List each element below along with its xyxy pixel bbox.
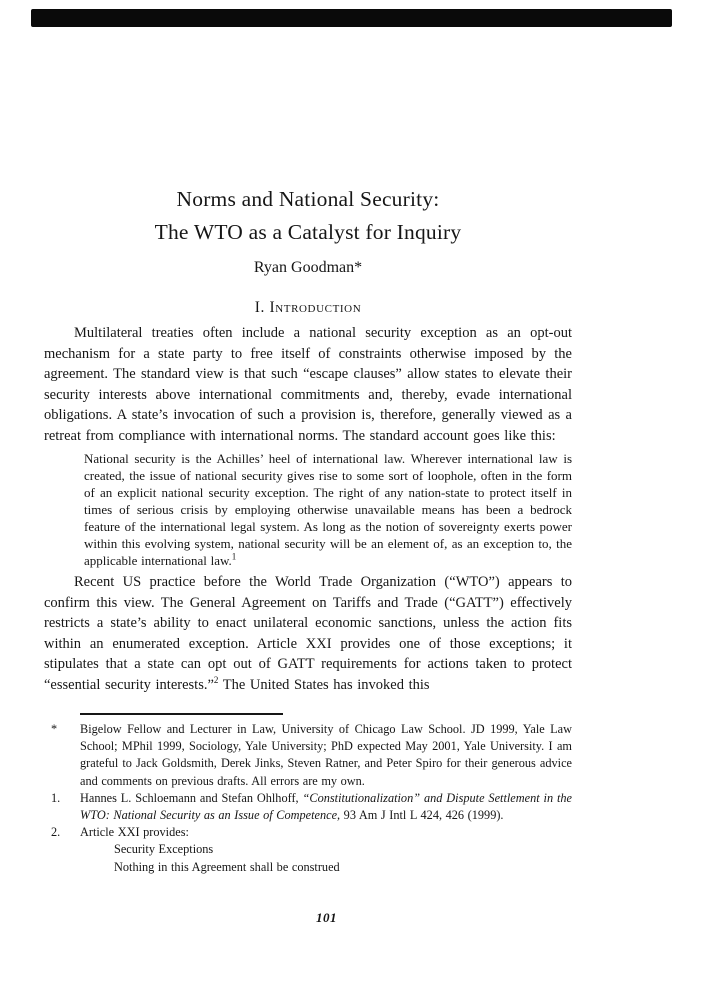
footnote-1-citation: 93 Am J Intl L 424, 426 (1999).: [340, 808, 504, 823]
second-paragraph-tail: The United States has invoked this: [218, 676, 430, 693]
section-heading: I. Introduction: [254, 299, 362, 316]
title-block: [44, 183, 572, 278]
footnotes-section: [44, 721, 572, 876]
article-body: [44, 323, 572, 695]
footnote-star: [44, 721, 572, 790]
footnote-1-case-title: “Constitutionalization” and Dispute Settlement in the WTO: National Security as an Issue of Competence,: [80, 790, 572, 823]
footnote-ref-2: 2: [213, 674, 219, 685]
second-paragraph-text: Recent US practice before the World Trade Organization (“WTO”) appears to confirm this view. The General Agreement on Tariffs and Trade (“GATT”) effectively restricts a state’s ability to enact unilateral economic sanctions, unless the action fits within an enumerated exception. Article XXI provides one of those exceptions; it stipulates that a state can opt out of GATT requirements for actions taken to protect “essential security interests.”: [44, 574, 572, 693]
article-title-line2: The WTO as a Catalyst for Inquiry: [154, 220, 462, 244]
footnote-2-marker: 2.: [51, 825, 61, 840]
scan-artifact-bar: [31, 9, 672, 27]
block-quote-text: National security is the Achilles’ heel of international law. Wherever international law is created, the issue of national security gives rise to some sort of loophole, often in the form of an explicit national security exception. The right of any nation-state to protect itself in times of serious crisis by employing otherwise unavailable means has been a bedrock feature of the international legal system. As long as the notion of sovereignty exerts power within this evolving system, national security will be an element of, as an exception to, the applicable international law.: [84, 451, 572, 568]
footnote-star-text: Bigelow Fellow and Lecturer in Law, University of Chicago Law School. JD 1999, Yale Law School; MPhil 1999, Sociology, Yale University; PhD expected May 2001, Yale University. I am grateful to Jack Goldsmith, Derek Jinks, Steven Ratner, and Peter Spiro for their generous advice and comments on previous drafts. All errors are my own.: [80, 722, 572, 788]
footnote-ref-1: 1: [231, 551, 237, 562]
footnote-1-lead: Hannes L. Schloemann and Stefan Ohlhoff,: [80, 790, 303, 805]
footnote-1-marker: 1.: [51, 790, 61, 805]
second-paragraph: [44, 572, 572, 695]
footnote-2-subline: Security Exceptions: [114, 842, 214, 857]
article-title-line1: Norms and National Security:: [176, 187, 440, 211]
footnote-2-subline: Nothing in this Agreement shall be construed: [114, 859, 340, 874]
footnote-separator-rule: [80, 713, 283, 715]
intro-paragraph: Multilateral treaties often include a national security exception as an opt-out mechanism for a state party to free itself of constraints otherwise imposed by the agreement. The standard view is that such “escape clauses” allow states to elevate their security interests above international commitments and, thereby, evade international obligations. A state’s invocation of such a provision is, therefore, generally viewed as a retreat from compliance with international norms. The standard account goes like this:: [44, 325, 572, 444]
footnote-star-marker: *: [51, 722, 58, 736]
page-number: 101: [316, 910, 337, 925]
block-quote: [84, 450, 572, 569]
footnote-1: [44, 790, 572, 824]
author-byline: Ryan Goodman*: [253, 259, 363, 276]
footnote-2-text: Article XXI provides:: [80, 825, 189, 840]
footnote-2: [44, 824, 572, 876]
